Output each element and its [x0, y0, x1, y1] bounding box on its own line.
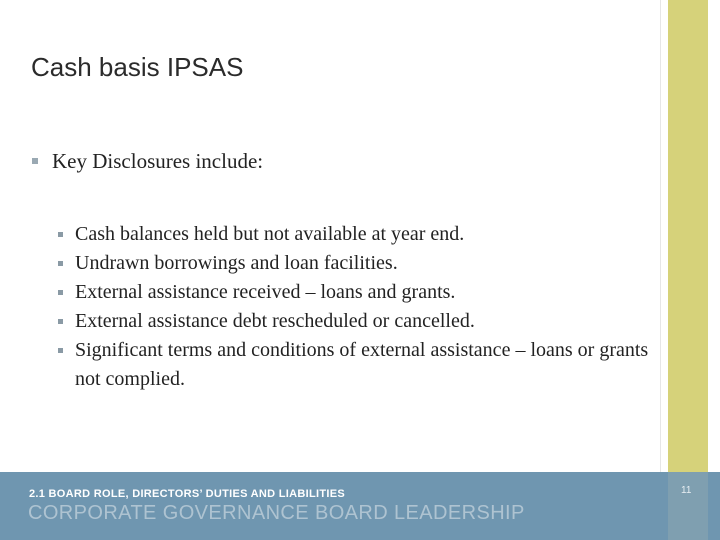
side-divider	[660, 0, 661, 472]
sub-bullet-item: Significant terms and conditions of external assistance – loans or grants not complied.	[59, 336, 649, 394]
square-bullet-icon	[58, 232, 63, 237]
footer-section-label: 2.1 BOARD ROLE, DIRECTORS’ DUTIES AND LIABILITIES	[29, 488, 346, 500]
footer-course-title: CORPORATE GOVERNANCE BOARD LEADERSHIP	[28, 502, 525, 524]
square-bullet-icon	[58, 261, 63, 266]
sub-bullet-item: Cash balances held but not available at year end.	[59, 220, 649, 249]
sub-bullet-list	[59, 220, 649, 394]
main-bullet	[32, 149, 263, 174]
page-number: 11	[681, 485, 692, 496]
sub-bullet-item: Undrawn borrowings and loan facilities.	[59, 249, 649, 278]
footer-band	[0, 472, 720, 540]
square-bullet-icon	[32, 158, 38, 164]
sub-bullet-item: External assistance received – loans and grants.	[59, 278, 649, 307]
main-bullet-text: Key Disclosures include:	[52, 149, 264, 173]
footer-accent-block	[668, 472, 708, 540]
sub-bullet-item: External assistance debt rescheduled or cancelled.	[59, 307, 649, 336]
square-bullet-icon	[58, 348, 63, 353]
slide-title: Cash basis IPSAS	[31, 52, 244, 82]
square-bullet-icon	[58, 290, 63, 295]
side-accent-bar	[668, 0, 708, 472]
square-bullet-icon	[58, 319, 63, 324]
